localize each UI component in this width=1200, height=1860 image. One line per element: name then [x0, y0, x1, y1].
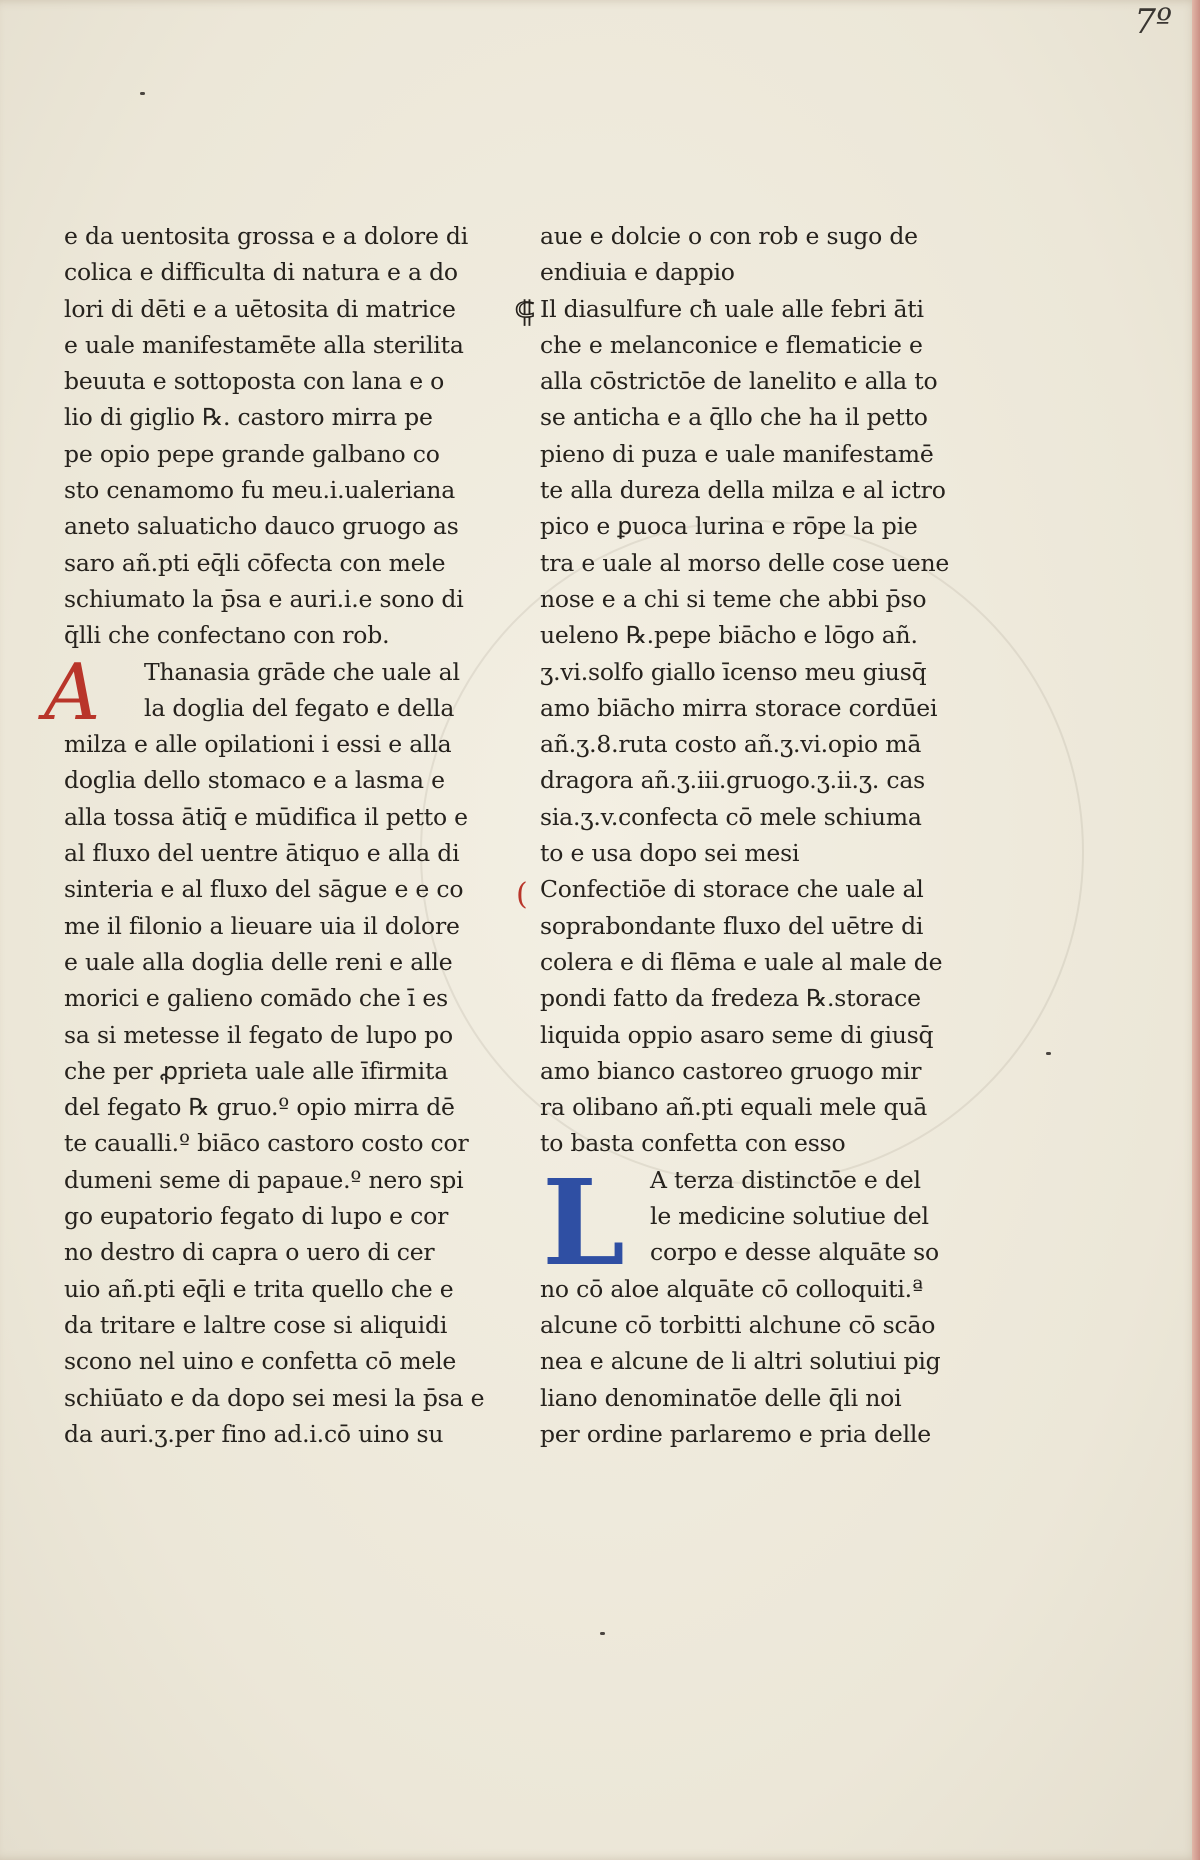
text-line: la doglia del fegato e della — [144, 693, 455, 722]
text-line: morici e galieno comādo che ī es — [64, 984, 448, 1013]
text-line: per ordine parlaremo e pria delle — [540, 1419, 931, 1448]
text-line: e uale alla doglia delle reni e alle — [64, 947, 453, 976]
text-line: alla cōstrictōe de lanelito e alla to — [540, 367, 938, 396]
text-line: liquida oppio asaro seme di giusq̄ — [540, 1020, 934, 1049]
text-line: da auri.ʒ.per fino ad.i.cō uino su — [64, 1419, 444, 1448]
text-line: schiūato e da dopo sei mesi la p̄sa e — [64, 1383, 485, 1412]
text-line: me il filonio a lieuare uia il dolore — [64, 911, 460, 940]
text-line: Il diasulfure cħ uale alle febri āti — [540, 294, 924, 323]
text-line: to e usa dopo sei mesi — [540, 839, 800, 868]
text-line: colica e difficulta di natura e a do — [64, 258, 458, 287]
blue-initial: L — [542, 1153, 625, 1292]
text-line: to basta confetta con esso — [540, 1129, 846, 1158]
text-line: ra olibano añ.pti equali mele quā — [540, 1093, 928, 1122]
left-text-column — [64, 218, 484, 1452]
text-line: aue e dolcie o con rob e sugo de — [540, 222, 918, 250]
text-line: scono nel uino e confetta cō mele — [64, 1347, 457, 1376]
text-line: Thanasia grāde che uale al — [144, 657, 460, 686]
text-line: pe opio pepe grande galbano co — [64, 439, 440, 468]
page-edge — [1192, 0, 1200, 1860]
text-line: nose e a chi si teme che abbi p̄so — [540, 584, 927, 613]
text-line: sto cenamomo fu meu.i.ualeriana — [64, 476, 456, 505]
text-line: sia.ʒ.v.confecta cō mele schiuma — [540, 802, 922, 831]
text-line: no cō aloe alquāte cō colloquiti.ª — [540, 1274, 923, 1303]
text-line: Confectiōe di storace che uale al — [540, 875, 924, 904]
text-line: q̄lli che confectano con rob. — [64, 621, 390, 650]
text-line: go eupatorio fegato di lupo e cor — [64, 1202, 449, 1231]
text-line: sinteria e al fluxo del sāgue e e co — [64, 875, 464, 904]
text-line: te alla dureza della milza e al ictro — [540, 476, 946, 505]
text-line: le medicine solutiue del — [650, 1202, 929, 1231]
text-line: al fluxo del uentre ātiquo e alla di — [64, 839, 460, 868]
text-line: e da uentosita grossa e a dolore di — [64, 222, 469, 250]
rubricated-initial: A — [44, 648, 101, 738]
text-line: che e melanconice e flematicie e — [540, 330, 923, 359]
text-line: ueleno ℞.pepe biācho e lōgo añ. — [540, 621, 918, 650]
folio-number: 7º — [1134, 2, 1172, 42]
text-line: amo bianco castoreo gruogo mir — [540, 1056, 922, 1085]
text-line: alla tossa ātiq̄ e mūdifica il petto e — [64, 802, 468, 831]
text-line: alcune cō torbitti alchune cō scāo — [540, 1310, 936, 1339]
text-line: soprabondante fluxo del uētre di — [540, 911, 924, 940]
text-line: liano denominatōe delle q̄li noi — [540, 1383, 902, 1412]
ink-speck — [140, 92, 145, 95]
text-line: doglia dello stomaco e a lasma e — [64, 766, 445, 795]
text-line: endiuia e dappio — [540, 258, 735, 287]
text-line: nea e alcune de li altri solutiui pig — [540, 1347, 941, 1376]
paragraph-mark-icon: ( — [516, 877, 528, 912]
text-line: pieno di puza e uale manifestamē — [540, 439, 934, 468]
text-line: te caualli.º biāco castoro costo cor — [64, 1129, 469, 1158]
ink-speck — [1046, 1052, 1051, 1055]
text-line: beuuta e sottoposta con lana e o — [64, 367, 445, 396]
text-line: A terza distinctōe e del — [650, 1165, 921, 1194]
text-line: lio di giglio ℞. castoro mirra pe — [64, 403, 433, 432]
text-line: lori di dēti e a uētosita di matrice — [64, 294, 456, 323]
text-line: amo biācho mirra storace cordūei — [540, 693, 938, 722]
text-line: pico e ꝑuoca lurina e rōpe la pie — [540, 512, 918, 541]
text-line: tra e uale al morso delle cose uene — [540, 548, 950, 577]
text-line: uio añ.pti eq̄li e trita quello che e — [64, 1274, 454, 1303]
text-line: che per ꝓprieta uale alle īfirmita — [64, 1056, 449, 1085]
text-line: añ.ʒ.8.ruta costo añ.ʒ.vi.opio mā — [540, 730, 922, 759]
text-line: no destro di capra o uero di cer — [64, 1238, 435, 1267]
text-line: se anticha e a q̄llo che ha il petto — [540, 403, 928, 432]
paragraph-mark-icon: ⸿ — [514, 295, 536, 330]
ink-speck — [600, 1632, 605, 1635]
text-line: e uale manifestamēte alla sterilita — [64, 330, 464, 359]
text-line: milza e alle opilationi i essi e alla — [64, 730, 452, 759]
text-line: pondi fatto da fredeza ℞.storace — [540, 984, 921, 1013]
text-line: saro añ.pti eq̄li cōfecta con mele — [64, 548, 446, 577]
text-line: del fegato ℞ gruo.º opio mirra dē — [64, 1093, 455, 1122]
text-line: aneto saluaticho dauco gruogo as — [64, 512, 459, 541]
text-line: dragora añ.ʒ.iii.gruogo.ʒ.ii.ʒ. cas — [540, 766, 926, 795]
text-line: ʒ.vi.solfo giallo īcenso meu giusq̄ — [540, 657, 927, 686]
text-line: sa si metesse il fegato de lupo po — [64, 1020, 453, 1049]
text-line: schiumato la p̄sa e auri.i.e sono di — [64, 584, 464, 613]
text-line: corpo e desse alquāte so — [650, 1238, 939, 1267]
text-line: da tritare e laltre cose si aliquidi — [64, 1310, 448, 1339]
text-line: dumeni seme di papaue.º nero spi — [64, 1165, 464, 1194]
text-line: colera e di flēma e uale al male de — [540, 947, 943, 976]
